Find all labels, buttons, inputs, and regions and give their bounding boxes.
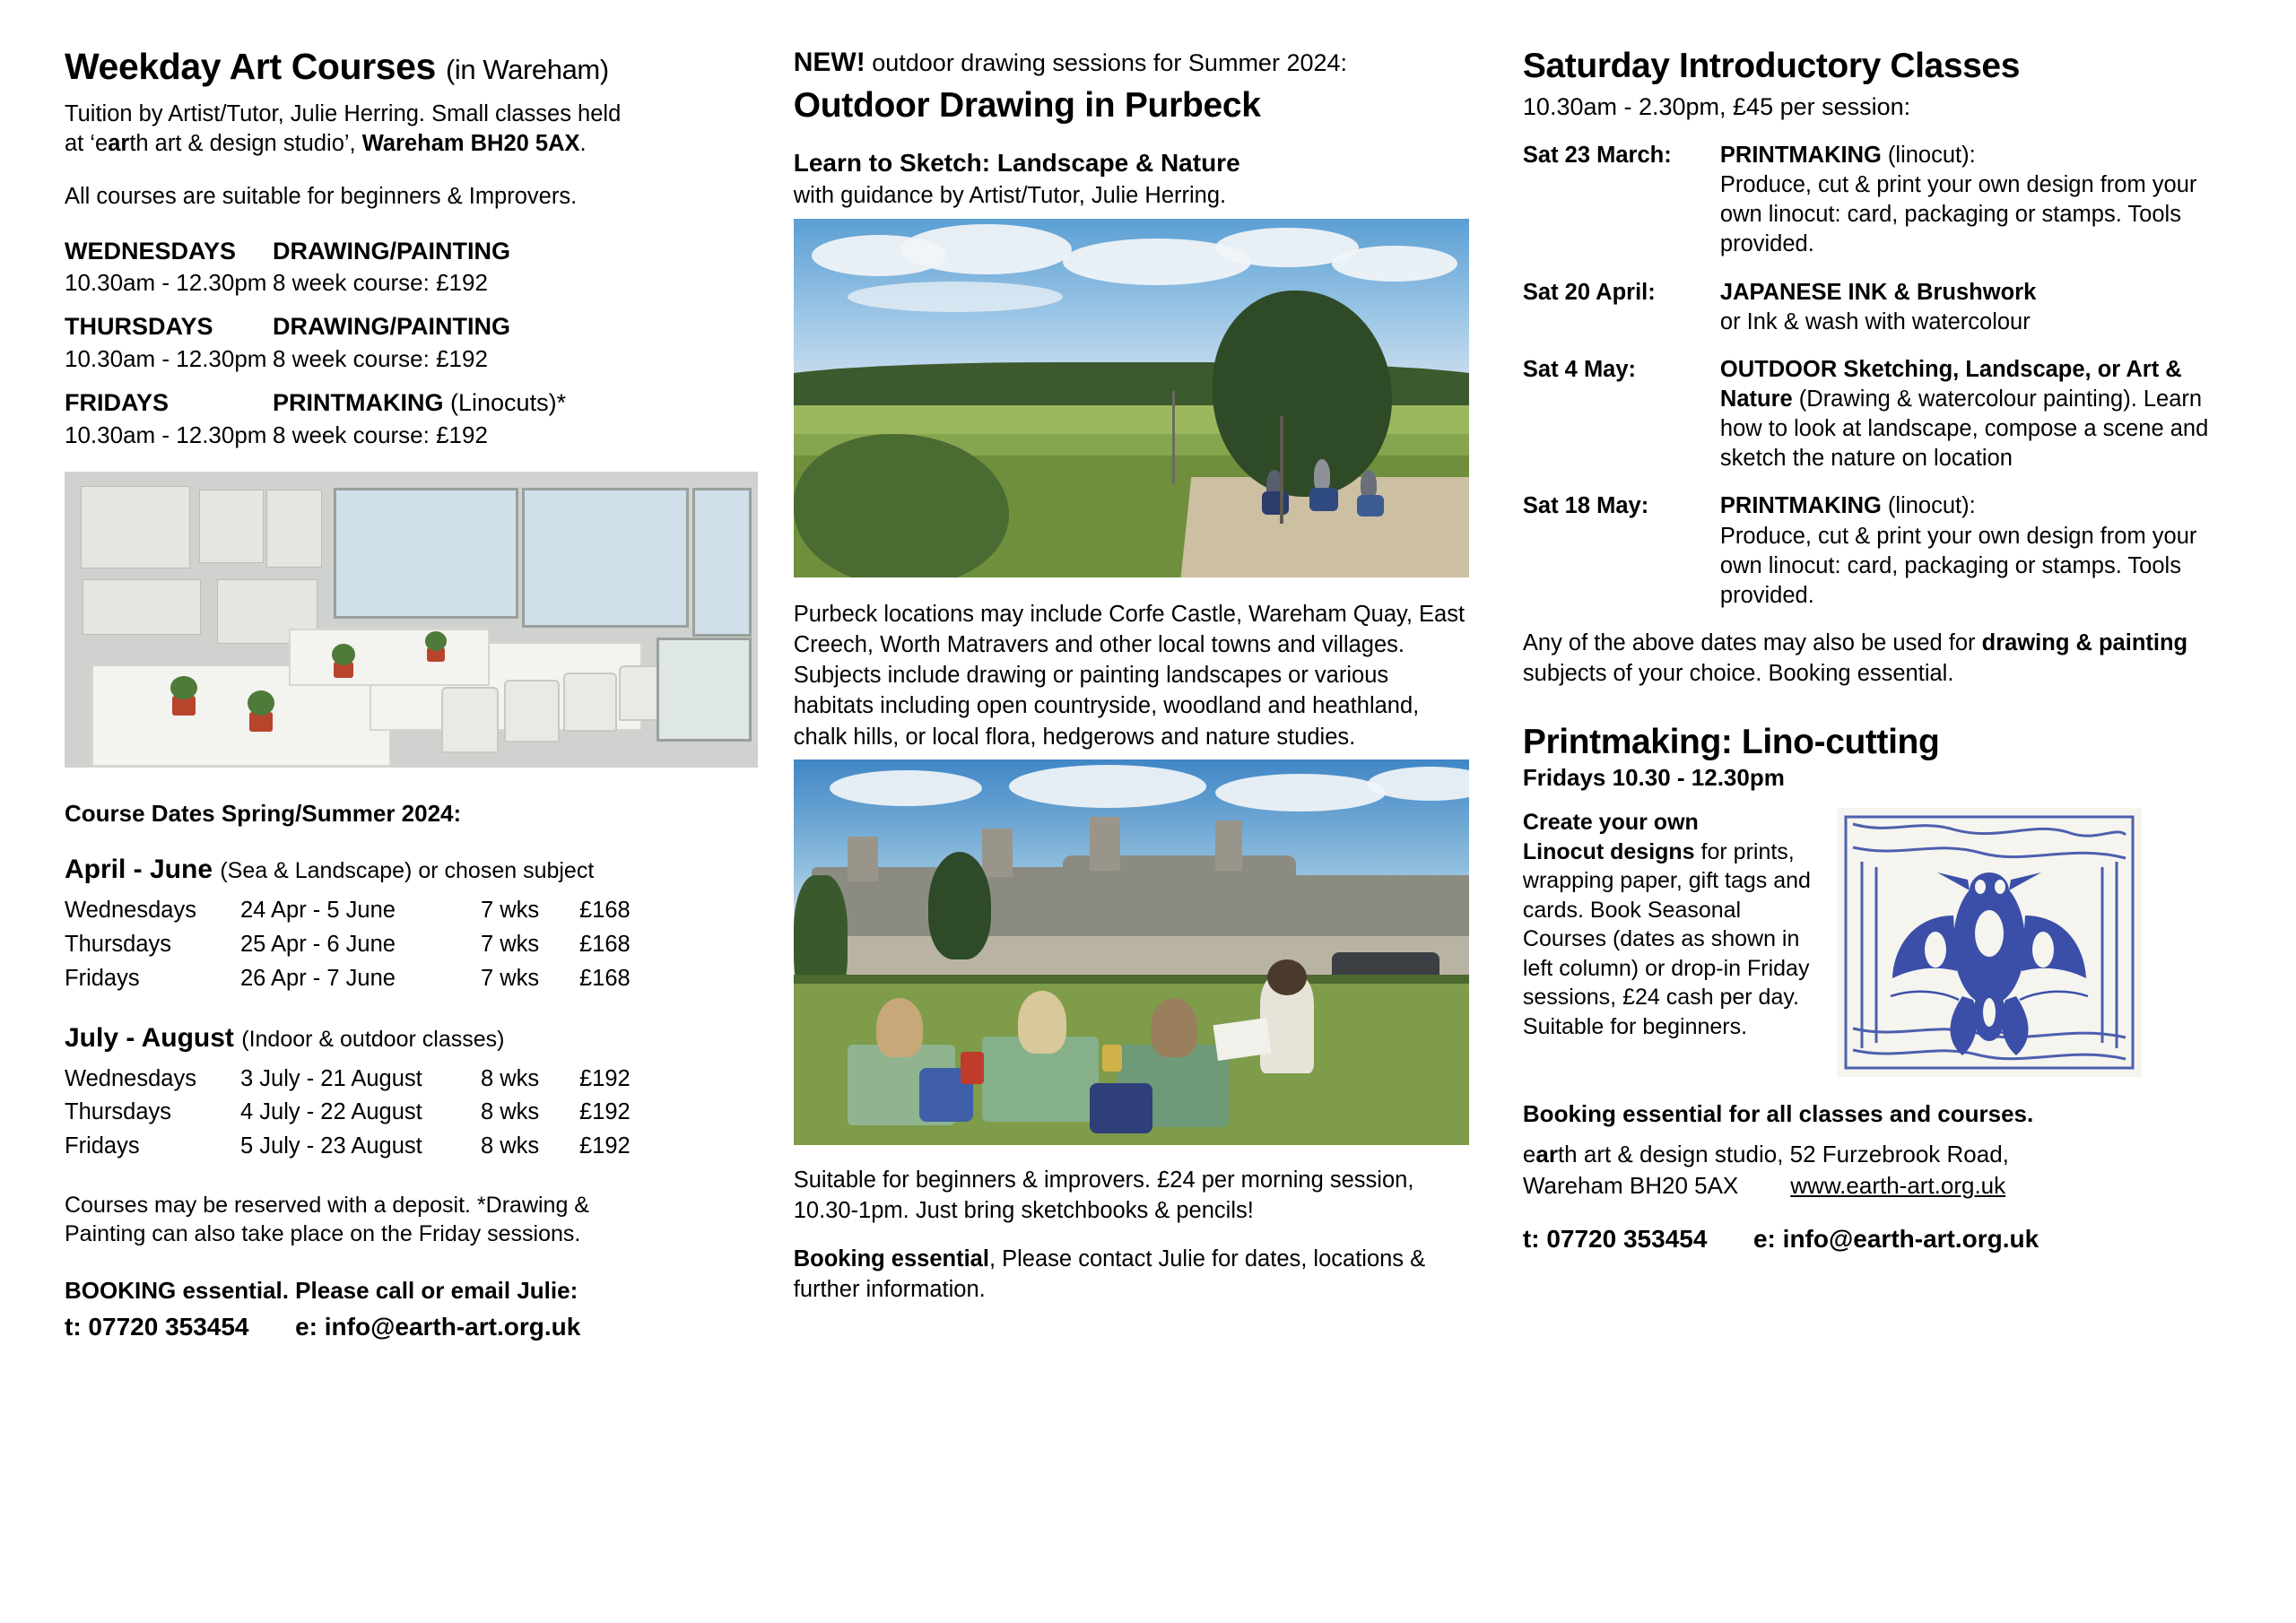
deposit-note-line1: Courses may be reserved with a deposit. *Drawing &	[65, 1192, 589, 1218]
season-note: (Sea & Landscape) or chosen subject	[220, 858, 595, 884]
schedule-time: 10.30am - 12.30pm	[65, 421, 267, 449]
saturday-session	[1523, 355, 2242, 474]
studio-address-line1	[1523, 1139, 2242, 1170]
saturday-session	[1523, 278, 2242, 337]
season-title	[65, 855, 758, 885]
any-date-note-b: drawing & painting	[1981, 629, 2188, 655]
date-weeks: 7 wks	[481, 898, 540, 924]
lino-text	[1523, 808, 1828, 1077]
right-email[interactable]: e: info@earth-art.org.uk	[1752, 1225, 2039, 1254]
left-intro-line1: Tuition by Artist/Tutor, Julie Herring. Small classes held	[65, 101, 622, 127]
intro-studio-b: ar	[108, 131, 130, 157]
saturday-session	[1523, 141, 2242, 260]
session-headline: PRINTMAKING	[1719, 143, 1882, 168]
any-date-note-c: subjects of your choice. Booking essential.	[1522, 660, 1954, 686]
saturday-classes-title: Saturday Introductory Classes	[1522, 47, 2020, 85]
left-phone[interactable]: t: 07720 353454	[65, 1313, 249, 1341]
schedule-day: WEDNESDAYS	[65, 237, 237, 265]
middle-column	[794, 47, 1523, 1605]
session-body: or Ink & wash with watercolour	[1719, 308, 2031, 334]
right-contact	[1523, 1225, 2242, 1254]
date-day: Fridays	[65, 965, 140, 991]
session-date: Sat 23 March:	[1522, 143, 1672, 168]
schedule-time: 10.30am - 12.30pm	[65, 345, 267, 373]
date-weeks: 8 wks	[481, 1065, 540, 1091]
schedule-course: 8 week course: £192	[273, 345, 488, 373]
date-range: 26 Apr - 7 June	[240, 965, 396, 991]
saturday-sessions-list	[1523, 141, 2242, 611]
date-price: £192	[579, 1099, 631, 1125]
date-day: Wednesdays	[65, 898, 196, 924]
learn-to-sketch-heading: Learn to Sketch: Landscape & Nature	[793, 149, 1240, 177]
new-banner	[794, 47, 1469, 79]
date-row	[65, 1096, 758, 1130]
season-block	[65, 855, 758, 995]
middle-footer-paragraph: Suitable for beginners & improvers. £24 per morning session, 10.30-1pm. Just bring sketchbooks & pencils!	[793, 1167, 1414, 1223]
session-date: Sat 18 May:	[1522, 493, 1649, 519]
date-range: 24 Apr - 5 June	[240, 898, 396, 924]
schedule-subject-text: DRAWING/PAINTING	[273, 313, 510, 341]
date-day: Thursdays	[65, 932, 172, 958]
field-photo	[794, 219, 1469, 577]
date-row	[65, 1130, 758, 1164]
session-headline: PRINTMAKING	[1719, 493, 1882, 519]
middle-title: Outdoor Drawing in Purbeck	[793, 86, 1261, 125]
new-badge: NEW!	[793, 48, 865, 77]
left-title-sub: (in Wareham)	[445, 54, 609, 85]
right-phone[interactable]: t: 07720 353454	[1522, 1225, 1708, 1254]
session-body: Produce, cut & print your own design from your own linocut: card, packaging or stamps. Tools provided.	[1719, 172, 2197, 257]
right-booking-essential: Booking essential for all classes and courses.	[1522, 1100, 2034, 1128]
lino-bold2: Linocut designs	[1522, 838, 1695, 864]
new-badge-text: outdoor drawing sessions for Summer 2024:	[872, 49, 1348, 76]
linocut-bird-print-image	[1837, 808, 2142, 1077]
studio-address-line2	[1523, 1170, 2242, 1202]
date-day: Wednesdays	[65, 1065, 196, 1091]
date-price: £192	[579, 1065, 631, 1091]
date-weeks: 7 wks	[481, 932, 540, 958]
left-intro-line3: All courses are suitable for beginners & Improvers.	[65, 184, 578, 210]
left-email[interactable]: e: info@earth-art.org.uk	[295, 1313, 581, 1341]
date-range: 25 Apr - 6 June	[240, 932, 396, 958]
date-weeks: 8 wks	[481, 1133, 540, 1159]
session-body: Produce, cut & print your own design from your own linocut: card, packaging or stamps. Tools provided.	[1719, 523, 2197, 608]
addr-b: ar	[1535, 1141, 1558, 1168]
lino-body: for prints, wrapping paper, gift tags and cards. Book Seasonal Courses (dates as shown in left column) or drop-in Friday sessions, £24 cash per day. Suitable for beginners.	[1522, 838, 1811, 1039]
date-row	[65, 1063, 758, 1097]
learn-to-sketch-text: with guidance by Artist/Tutor, Julie Herring.	[793, 183, 1227, 208]
date-range: 5 July - 23 August	[240, 1133, 422, 1159]
studio-address	[1523, 1139, 2242, 1202]
course-dates-heading: Course Dates Spring/Summer 2024:	[65, 800, 462, 828]
corfe-photo	[794, 759, 1469, 1145]
schedule-day: FRIDAYS	[65, 389, 170, 417]
session-headline: OUTDOOR Sketching, Landscape, or Art & Nature	[1719, 356, 2182, 412]
schedule-subject-note: (Linocuts)*	[450, 389, 567, 417]
schedule-item	[65, 311, 758, 374]
middle-booking-rest: , Please contact Julie for dates, locations & further information.	[793, 1246, 1426, 1303]
left-booking-line: BOOKING essential. Please call or email Julie:	[65, 1276, 578, 1304]
schedule-subject-text: DRAWING/PAINTING	[273, 237, 510, 265]
left-column-title	[65, 47, 758, 87]
session-date: Sat 20 April:	[1522, 279, 1656, 305]
saturday-classes-subtitle: 10.30am - 2.30pm, £45 per session:	[1522, 93, 1911, 120]
addr-a: e	[1522, 1141, 1536, 1168]
schedule-subject-text: PRINTMAKING	[273, 389, 444, 417]
right-column	[1523, 47, 2242, 1605]
lino-title: Printmaking: Lino-cutting	[1522, 723, 1940, 762]
date-weeks: 8 wks	[481, 1099, 540, 1125]
season-note: (Indoor & outdoor classes)	[241, 1026, 505, 1052]
session-headline-note: (Drawing & watercolour painting). Learn how to look at landscape, compose a scene and sketch the nature on location	[1719, 386, 2209, 472]
studio-photo	[65, 472, 758, 768]
schedule-day: THURSDAYS	[65, 313, 213, 341]
date-price: £168	[579, 965, 631, 991]
date-range: 3 July - 21 August	[240, 1065, 422, 1091]
date-weeks: 7 wks	[481, 965, 540, 991]
session-headline-note: (linocut):	[1887, 143, 1976, 168]
left-intro-line2	[65, 129, 758, 159]
addr-town: Wareham BH20 5AX	[1522, 1172, 1739, 1200]
linocut-bird-icon	[1837, 808, 2142, 1077]
season-title	[65, 1023, 758, 1054]
date-day: Thursdays	[65, 1099, 172, 1125]
left-column	[65, 47, 794, 1605]
schedule-time: 10.30am - 12.30pm	[65, 269, 267, 297]
lino-section	[1523, 808, 2242, 1077]
saturday-session	[1523, 491, 2242, 611]
schedule-subject	[273, 387, 758, 420]
schedule-item	[65, 236, 758, 299]
intro-studio-a: at ‘e	[65, 131, 109, 157]
any-date-note-a: Any of the above dates may also be used for	[1522, 629, 1982, 655]
schedule-subject	[273, 311, 758, 343]
purbeck-paragraph: Purbeck locations may include Corfe Castle, Wareham Quay, East Creech, Worth Matravers and other local towns and villages. Subjects include drawing or painting landscapes or various habitats including open countryside, woodland and heathland, chalk hills, or local flora, hedgerows and nature studies.	[793, 601, 1465, 750]
date-price: £168	[579, 898, 631, 924]
left-intro	[65, 100, 758, 159]
date-row	[65, 962, 758, 996]
schedule-subject	[273, 236, 758, 268]
season-block	[65, 1023, 758, 1164]
weekday-schedule	[65, 236, 758, 451]
session-headline: JAPANESE INK & Brushwork	[1719, 279, 2037, 305]
lino-bold1: Create your own	[1522, 810, 1699, 836]
intro-studio-e: .	[579, 131, 587, 157]
date-price: £168	[579, 932, 631, 958]
any-date-note	[1523, 629, 2242, 689]
session-date: Sat 4 May:	[1522, 356, 1637, 382]
middle-booking-note	[794, 1244, 1469, 1305]
date-price: £192	[579, 1133, 631, 1159]
date-row	[65, 928, 758, 962]
studio-website-link[interactable]: www.earth-art.org.uk	[1790, 1172, 2006, 1200]
addr-c: th art & design studio, 52 Furzebrook Road,	[1557, 1141, 2009, 1168]
date-row	[65, 894, 758, 928]
intro-studio-address: Wareham BH20 5AX	[361, 131, 580, 157]
intro-studio-c: th art & design studio’,	[129, 131, 362, 157]
session-headline-note: (linocut):	[1887, 493, 1976, 519]
season-name: July - August	[65, 1022, 234, 1053]
left-contact	[65, 1313, 758, 1341]
schedule-item	[65, 387, 758, 450]
left-title-main: Weekday Art Courses	[65, 46, 436, 87]
schedule-course: 8 week course: £192	[273, 421, 488, 449]
date-day: Fridays	[65, 1133, 140, 1159]
lino-subtitle: Fridays 10.30 - 12.30pm	[1522, 764, 1785, 792]
schedule-course: 8 week course: £192	[273, 269, 488, 297]
deposit-note	[65, 1191, 758, 1249]
date-range: 4 July - 22 August	[240, 1099, 422, 1125]
middle-booking-bold: Booking essential	[793, 1246, 989, 1271]
season-name: April - June	[65, 855, 213, 885]
deposit-note-line2: Painting can also take place on the Friday sessions.	[65, 1221, 581, 1247]
